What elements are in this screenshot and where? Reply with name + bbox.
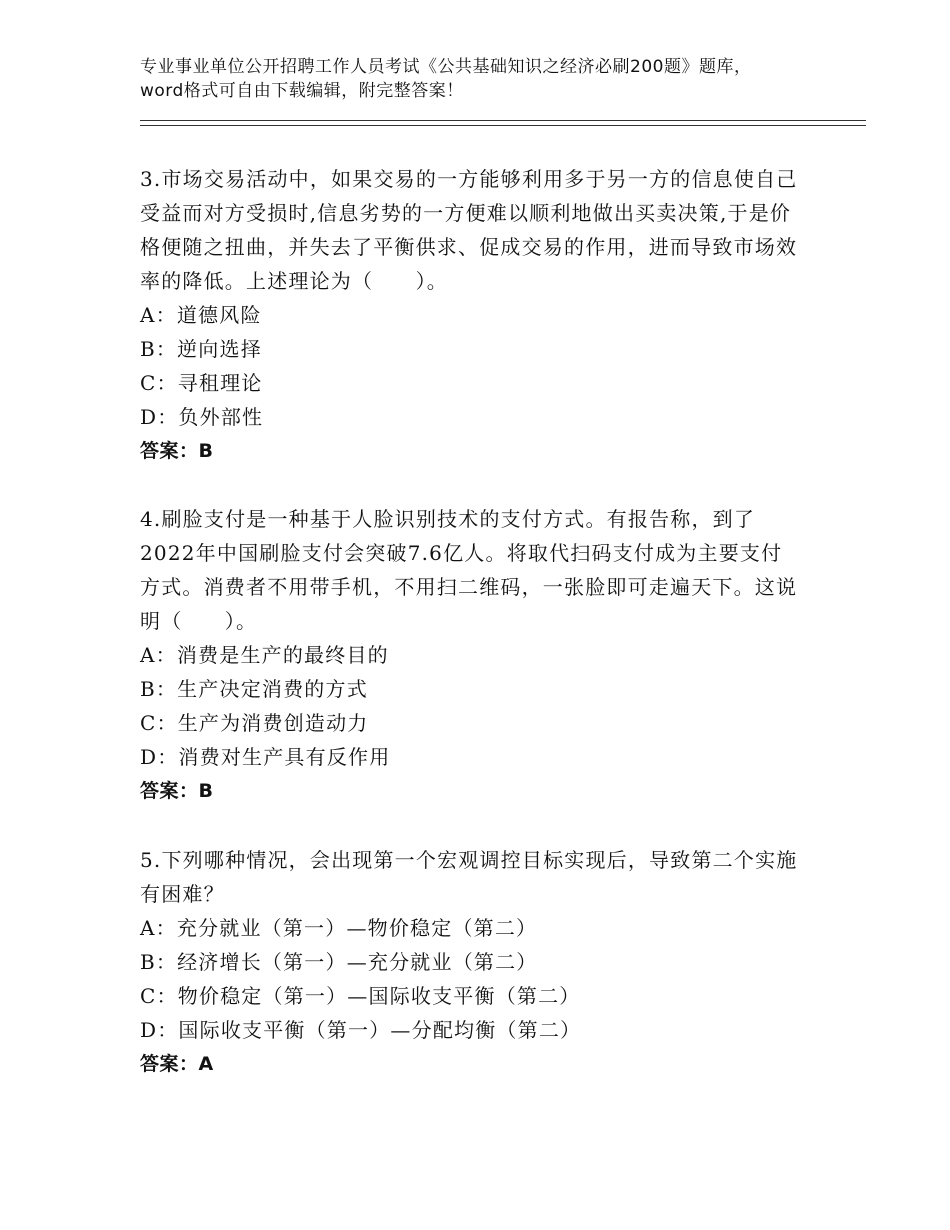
option-d: D：消费对生产具有反作用: [140, 745, 391, 769]
question-block: [140, 502, 800, 808]
header-divider-top: [140, 120, 866, 121]
option-c: C：寻租理论: [140, 371, 263, 395]
option-d: D：国际收支平衡（第一）—分配均衡（第二）: [140, 1018, 582, 1042]
answer-line: 答案：A: [140, 1053, 214, 1075]
option-c: C：生产为消费创造动力: [140, 711, 369, 735]
question-stem: 5.下列哪种情况，会出现第一个宏观调控目标实现后，导致第二个实施有困难？: [140, 848, 798, 906]
question-stem: 3.市场交易活动中，如果交易的一方能够利用多于另一方的信息使自己受益而对方受损时,信息劣势的一方便难以顺利地做出买卖决策,于是价格便随之扭曲，并失去了平衡供求、促成交易的作用，进而导致市场效率的降低。上述理论为（ ）。: [140, 167, 798, 293]
option-b: B：逆向选择: [140, 337, 262, 361]
header-divider-bottom: [140, 125, 866, 126]
question-block: [140, 843, 800, 1081]
option-a: A：充分就业（第一）—物价稳定（第二）: [140, 916, 538, 940]
option-b: B：经济增长（第一）—充分就业（第二）: [140, 950, 538, 974]
option-c: C：物价稳定（第一）—国际收支平衡（第二）: [140, 984, 581, 1008]
question-block: [140, 162, 800, 468]
document-header-title: 专业事业单位公开招聘工作人员考试《公共基础知识之经济必刷200题》题库，word格式可自由下载编辑，附完整答案！: [140, 57, 752, 101]
question-stem: 4.刷脸支付是一种基于人脸识别技术的支付方式。有报告称，到了2022年中国刷脸支付会突破7.6亿人。将取代扫码支付成为主要支付方式。消费者不用带手机，不用扫二维码，一张脸即可走遍天下。这说明（ ）。: [140, 507, 798, 633]
option-b: B：生产决定消费的方式: [140, 677, 368, 701]
answer-line: 答案：B: [140, 440, 214, 462]
option-d: D：负外部性: [140, 405, 264, 429]
option-a: A：消费是生产的最终目的: [140, 643, 389, 667]
answer-line: 答案：B: [140, 780, 214, 802]
option-a: A：道德风险: [140, 303, 262, 327]
